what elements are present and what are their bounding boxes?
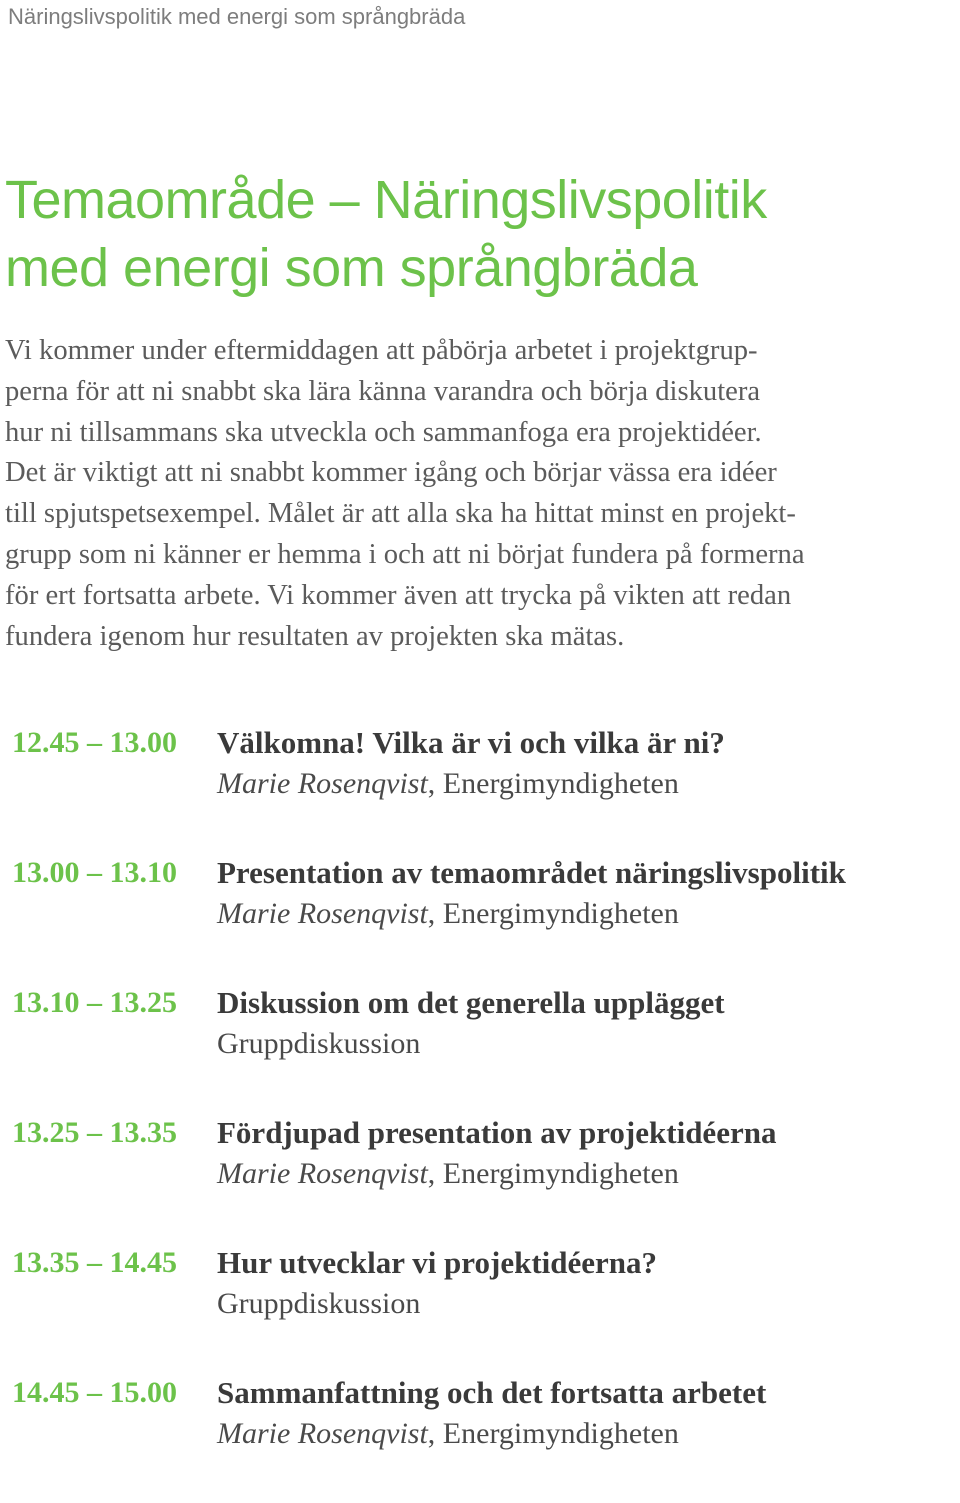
intro-paragraph [5, 331, 960, 657]
agenda-time: 13.00 – 13.10 [12, 856, 177, 889]
agenda-speaker-line [217, 894, 679, 934]
speaker-name: Marie Rosenqvist [217, 897, 428, 930]
intro-line: fundera igenom hur resultaten av projekten ska mätas. [5, 620, 625, 652]
agenda-speaker-line [217, 1284, 420, 1324]
intro-line: för ert fortsatta arbete. Vi kommer även att trycka på vikten att redan [5, 579, 792, 611]
agenda-item [12, 1243, 952, 1373]
speaker-organization: , Energimyndigheten [427, 1417, 679, 1450]
agenda-item [12, 983, 952, 1113]
speaker-organization: , Energimyndigheten [427, 767, 679, 800]
agenda-item [12, 1113, 952, 1243]
speaker-organization: , Energimyndigheten [427, 897, 679, 930]
speaker-organization: Gruppdiskussion [217, 1027, 421, 1060]
intro-line: Det är viktigt att ni snabbt kommer igång och börjar vässa era idéer [5, 457, 777, 489]
speaker-name: Marie Rosenqvist [217, 1417, 428, 1450]
agenda-time: 13.25 – 13.35 [12, 1116, 177, 1149]
agenda-speaker-line [217, 764, 679, 804]
intro-line: perna för att ni snabbt ska lära känna varandra och börja diskutera [5, 375, 761, 407]
agenda-time: 14.45 – 15.00 [12, 1376, 177, 1409]
intro-line: Vi kommer under eftermiddagen att påbörja arbetet i projektgrup- [5, 335, 758, 366]
agenda-time: 13.10 – 13.25 [12, 986, 177, 1019]
agenda [12, 723, 952, 1503]
page-title [5, 166, 767, 302]
agenda-time: 12.45 – 13.00 [12, 726, 177, 759]
speaker-organization: , Energimyndigheten [427, 1157, 679, 1190]
intro-line: hur ni tillsammans ska utveckla och sammanfoga era projektidéer. [5, 416, 762, 448]
agenda-time: 13.35 – 14.45 [12, 1246, 177, 1279]
agenda-speaker-line [217, 1024, 420, 1064]
agenda-title: Diskussion om det generella upplägget [217, 985, 725, 1020]
agenda-item [12, 723, 952, 853]
speaker-name: Marie Rosenqvist [217, 1157, 428, 1190]
intro-line: grupp som ni känner er hemma i och att ni börjat fundera på formerna [5, 538, 805, 570]
agenda-title: Sammanfattning och det fortsatta arbetet [217, 1375, 767, 1410]
speaker-organization: Gruppdiskussion [217, 1287, 421, 1320]
running-header: Näringslivspolitik med energi som språngbräda [8, 4, 466, 29]
agenda-speaker-line [217, 1154, 679, 1194]
page-title-line-1: Temaområde – Näringslivspolitik [5, 170, 767, 230]
agenda-title: Presentation av temaområdet näringslivspolitik [217, 855, 846, 890]
agenda-speaker-line [217, 1414, 679, 1454]
agenda-title: Hur utvecklar vi projektidéerna? [217, 1245, 658, 1280]
intro-line: till spjutspetsexempel. Målet är att alla ska ha hittat minst en projekt- [5, 498, 796, 530]
agenda-item [12, 1373, 952, 1503]
page-title-line-2: med energi som språngbräda [5, 238, 698, 298]
agenda-title: Fördjupad presentation av projektidéerna [217, 1115, 777, 1150]
agenda-title: Välkomna! Vilka är vi och vilka är ni? [217, 725, 725, 760]
speaker-name: Marie Rosenqvist [217, 767, 428, 800]
agenda-item [12, 853, 952, 983]
